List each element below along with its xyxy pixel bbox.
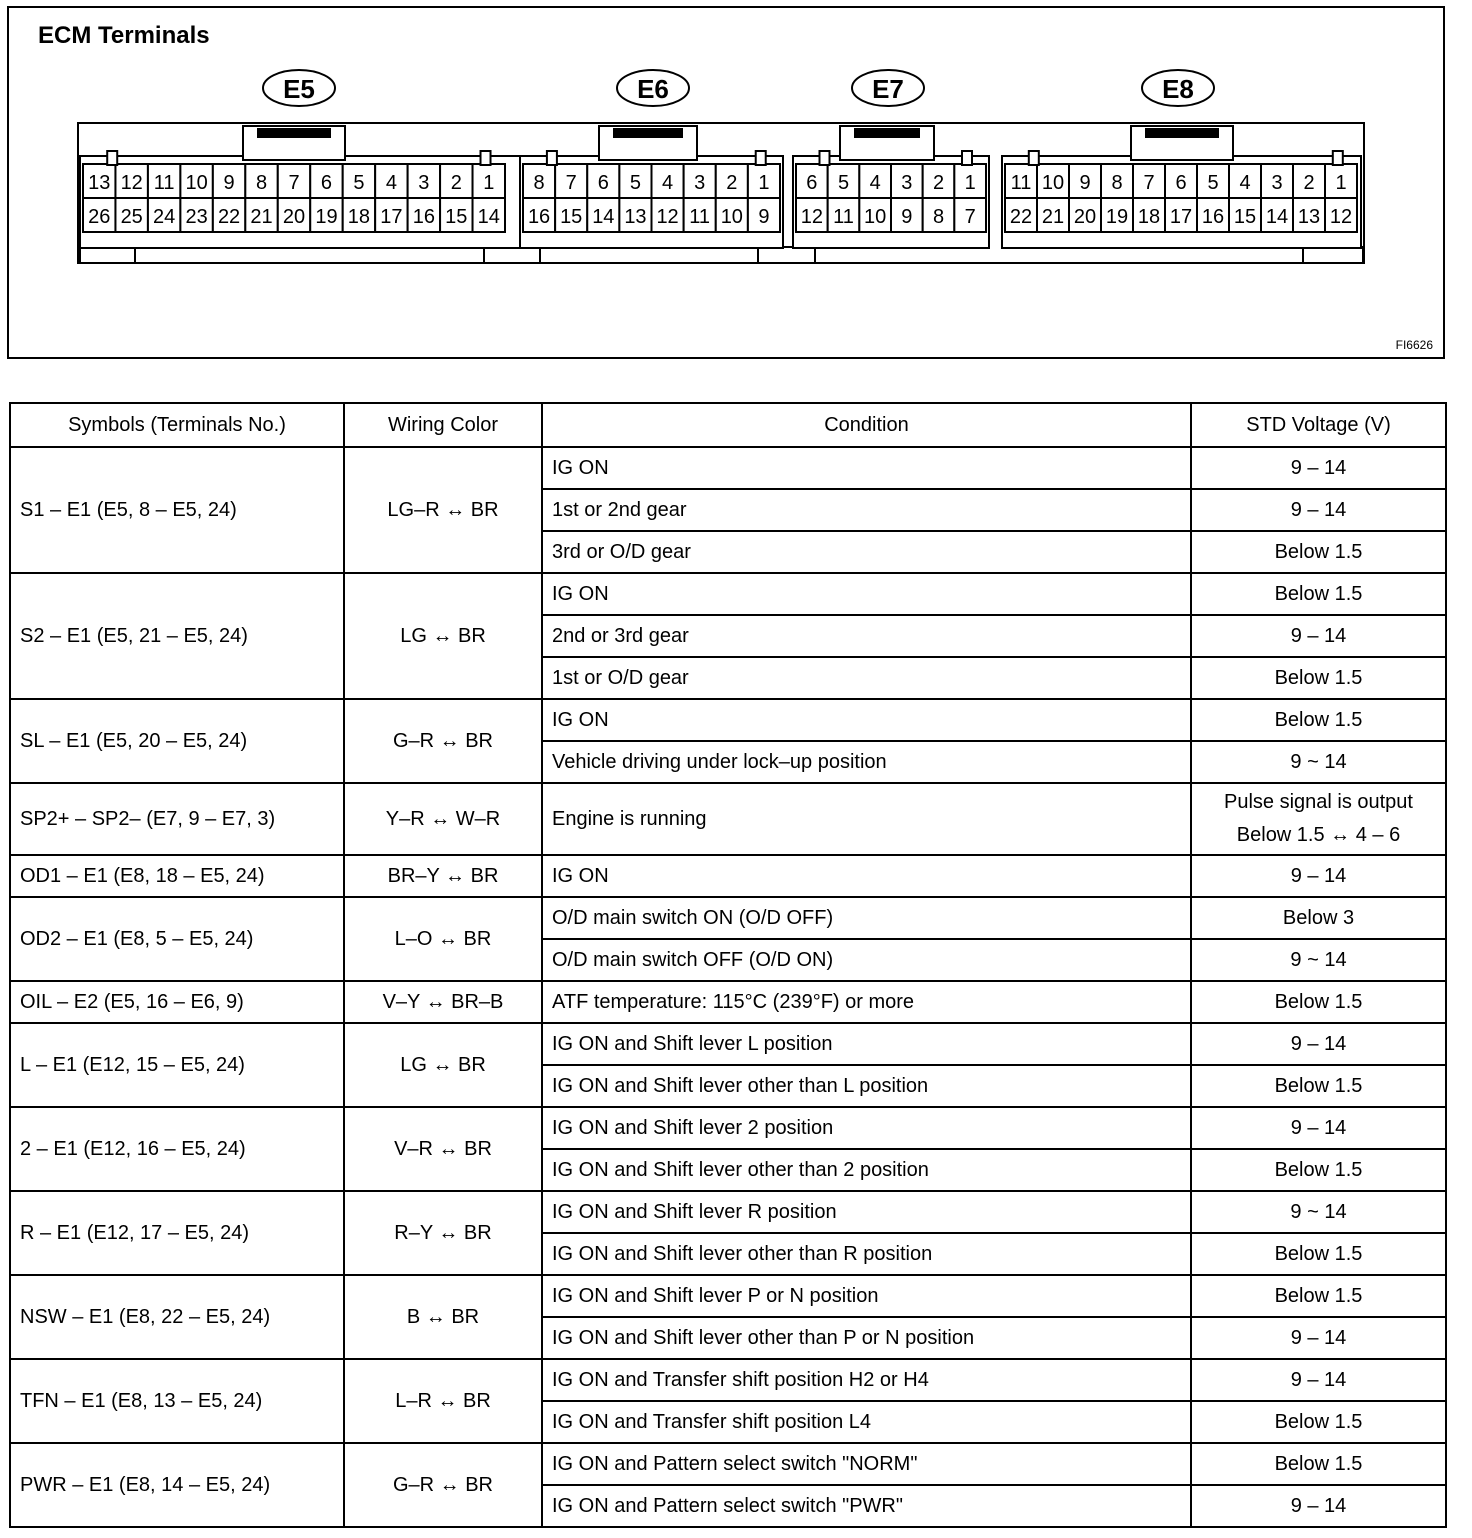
latch-slot [613, 128, 683, 138]
table-row [10, 1359, 1446, 1401]
pin-number: 7 [288, 172, 300, 194]
condition-cell: 3rd or O/D gear [542, 531, 1191, 573]
pin-number: 26 [88, 206, 111, 228]
table-row [10, 1275, 1446, 1317]
pin-number: 14 [592, 206, 615, 228]
header-condition: Condition [542, 403, 1191, 447]
key-notch [547, 151, 557, 165]
pin-number: 6 [1175, 172, 1187, 194]
voltage-cell: 9 – 14 [1191, 447, 1446, 489]
wiring-color-cell: LG–R ↔ BR [344, 447, 542, 573]
pin-number: 4 [1239, 172, 1251, 194]
voltage-cell: Below 1.5 [1191, 1065, 1446, 1107]
pin-number: 12 [120, 172, 143, 194]
pin-number: 15 [560, 206, 583, 228]
pin-number: 8 [533, 172, 545, 194]
table-row [10, 573, 1446, 615]
pin-number: 11 [833, 206, 854, 228]
voltage-cell: Below 3 [1191, 897, 1446, 939]
voltage-cell: Below 1.5 [1191, 699, 1446, 741]
condition-cell: IG ON [542, 447, 1191, 489]
condition-cell: O/D main switch OFF (O/D ON) [542, 939, 1191, 981]
symbol-cell: NSW – E1 (E8, 22 – E5, 24) [10, 1275, 344, 1359]
figure-id: FI6626 [1395, 338, 1433, 352]
pin-number: 16 [1201, 206, 1225, 228]
pin-number: 6 [806, 172, 818, 194]
symbol-cell: R – E1 (E12, 17 – E5, 24) [10, 1191, 344, 1275]
diagram-title: ECM Terminals [38, 22, 210, 49]
table-row [10, 1107, 1446, 1149]
pin-number: 3 [901, 172, 913, 194]
symbol-cell: S1 – E1 (E5, 8 – E5, 24) [10, 447, 344, 573]
pin-number: 2 [450, 172, 462, 194]
condition-cell: O/D main switch ON (O/D OFF) [542, 897, 1191, 939]
condition-cell: IG ON and Shift lever other than P or N position [542, 1317, 1191, 1359]
pin-number: 3 [1271, 172, 1283, 194]
pin-number: 12 [1329, 206, 1353, 228]
table-row [10, 447, 1446, 489]
pin-number: 18 [347, 206, 371, 228]
key-notch [962, 151, 972, 165]
table-row [10, 1443, 1446, 1485]
header-symbols: Symbols (Terminals No.) [10, 403, 344, 447]
mounting-foot [484, 247, 540, 263]
symbol-cell: TFN – E1 (E8, 13 – E5, 24) [10, 1359, 344, 1443]
connector-label: E8 [1162, 74, 1194, 104]
voltage-cell: Below 1.5 [1191, 573, 1446, 615]
pin-number: 2 [726, 172, 738, 194]
table-row [10, 855, 1446, 897]
condition-cell: IG ON [542, 699, 1191, 741]
pin-number: 5 [837, 172, 850, 194]
ecm-terminals-diagram [7, 6, 1445, 360]
voltage-cell: 9 ~ 14 [1191, 1191, 1446, 1233]
key-notch [1333, 151, 1343, 165]
symbol-cell: SP2+ – SP2– (E7, 9 – E7, 3) [10, 783, 344, 855]
symbol-cell: OD2 – E1 (E8, 5 – E5, 24) [10, 897, 344, 981]
pin-number: 17 [380, 206, 403, 228]
condition-cell: IG ON and Transfer shift position L4 [542, 1401, 1191, 1443]
pin-number: 9 [223, 172, 235, 194]
voltage-cell: 9 – 14 [1191, 1359, 1446, 1401]
key-notch [1029, 151, 1039, 165]
voltage-cell: 9 – 14 [1191, 855, 1446, 897]
pin-number: 2 [1303, 172, 1315, 194]
condition-cell: Vehicle driving under lock–up position [542, 741, 1191, 783]
key-notch [107, 151, 117, 165]
pin-number: 5 [353, 172, 365, 194]
voltage-cell: 9 ~ 14 [1191, 939, 1446, 981]
pin-number: 21 [250, 206, 273, 228]
pin-number: 25 [120, 206, 143, 228]
condition-cell: IG ON and Shift lever 2 position [542, 1107, 1191, 1149]
voltage-line: Pulse signal is output [1223, 791, 1413, 813]
mounting-foot [758, 247, 815, 263]
pin-number: 4 [662, 172, 674, 194]
symbol-cell: L – E1 (E12, 15 – E5, 24) [10, 1023, 344, 1107]
table-row [10, 783, 1446, 855]
pin-number: 3 [418, 172, 430, 194]
pin-number: 22 [217, 206, 241, 228]
pin-number: 13 [1297, 206, 1321, 228]
voltage-cell: 9 – 14 [1191, 1317, 1446, 1359]
pin-number: 19 [315, 206, 338, 228]
connector-label: E6 [637, 74, 669, 104]
pin-number: 11 [153, 172, 175, 194]
condition-cell: IG ON [542, 855, 1191, 897]
latch-slot [1145, 128, 1219, 138]
voltage-cell: Below 1.5 [1191, 531, 1446, 573]
terminal-table [9, 402, 1447, 1528]
pin-number: 19 [1105, 206, 1129, 228]
wiring-color-cell: R–Y ↔ BR [344, 1191, 542, 1275]
voltage-line: Below 1.5 ↔ 4 – 6 [1236, 824, 1401, 846]
pin-number: 9 [758, 206, 770, 228]
voltage-cell: Below 1.5 [1191, 1401, 1446, 1443]
wiring-color-cell: G–R ↔ BR [344, 699, 542, 783]
pin-number: 14 [1265, 206, 1289, 228]
symbol-cell: SL – E1 (E5, 20 – E5, 24) [10, 699, 344, 783]
voltage-cell: Below 1.5 [1191, 1149, 1446, 1191]
wiring-color-cell: V–R ↔ BR [344, 1107, 542, 1191]
pin-number: 8 [932, 206, 945, 228]
pin-number: 24 [153, 206, 176, 228]
condition-cell: 2nd or 3rd gear [542, 615, 1191, 657]
condition-cell: IG ON and Shift lever other than L position [542, 1065, 1191, 1107]
condition-cell: IG ON and Transfer shift position H2 or H4 [542, 1359, 1191, 1401]
connector-label: E7 [872, 74, 904, 104]
latch-slot [257, 128, 331, 138]
header-wiring-color: Wiring Color [344, 403, 542, 447]
wiring-color-cell: L–O ↔ BR [344, 897, 542, 981]
voltage-cell: 9 – 14 [1191, 1107, 1446, 1149]
condition-cell: Engine is running [542, 783, 1191, 855]
header-std-voltage: STD Voltage (V) [1191, 403, 1446, 447]
condition-cell: ATF temperature: 115°C (239°F) or more [542, 981, 1191, 1023]
pin-number: 12 [800, 206, 823, 228]
symbol-cell: S2 – E1 (E5, 21 – E5, 24) [10, 573, 344, 699]
pin-number: 18 [1137, 206, 1161, 228]
pin-number: 7 [1143, 172, 1155, 194]
voltage-cell: 9 – 14 [1191, 1023, 1446, 1065]
voltage-cell [1191, 783, 1446, 855]
pin-number: 4 [385, 172, 397, 194]
pin-number: 16 [412, 206, 435, 228]
pin-number: 10 [185, 172, 208, 194]
pin-number: 13 [88, 172, 111, 194]
pin-number: 14 [477, 206, 500, 228]
condition-cell: IG ON [542, 573, 1191, 615]
table-row [10, 981, 1446, 1023]
wiring-color-cell: G–R ↔ BR [344, 1443, 542, 1527]
condition-cell: IG ON and Shift lever other than R position [542, 1233, 1191, 1275]
condition-cell: IG ON and Pattern select switch "PWR" [542, 1485, 1191, 1527]
pin-number: 7 [964, 206, 976, 228]
wiring-color-cell: LG ↔ BR [344, 573, 542, 699]
symbol-cell: OD1 – E1 (E8, 18 – E5, 24) [10, 855, 344, 897]
voltage-cell: Below 1.5 [1191, 1443, 1446, 1485]
table-row [10, 1191, 1446, 1233]
wiring-color-cell: Y–R ↔ W–R [344, 783, 542, 855]
pin-number: 8 [1111, 172, 1123, 194]
pin-number: 20 [1073, 206, 1097, 228]
pin-number: 1 [758, 172, 770, 194]
condition-cell: IG ON and Shift lever P or N position [542, 1275, 1191, 1317]
pin-number: 3 [694, 172, 706, 194]
pin-number: 22 [1009, 206, 1033, 228]
pin-number: 11 [1010, 172, 1032, 194]
connector-label: E5 [283, 74, 315, 104]
voltage-cell: Below 1.5 [1191, 981, 1446, 1023]
pin-number: 1 [483, 172, 495, 194]
condition-cell: 1st or O/D gear [542, 657, 1191, 699]
voltage-cell: 9 – 14 [1191, 1485, 1446, 1527]
condition-cell: IG ON and Pattern select switch "NORM" [542, 1443, 1191, 1485]
voltage-cell: Below 1.5 [1191, 657, 1446, 699]
wiring-color-cell: BR–Y ↔ BR [344, 855, 542, 897]
pin-number: 2 [932, 172, 945, 194]
wiring-color-cell: LG ↔ BR [344, 1023, 542, 1107]
pin-number: 12 [656, 206, 679, 228]
voltage-cell: 9 – 14 [1191, 489, 1446, 531]
pin-number: 21 [1041, 206, 1065, 228]
pin-number: 9 [1079, 172, 1091, 194]
pin-number: 4 [869, 172, 881, 194]
pin-number: 16 [527, 206, 551, 228]
pin-number: 15 [1233, 206, 1257, 228]
pin-number: 13 [624, 206, 647, 228]
pin-number: 20 [282, 206, 306, 228]
key-notch [756, 151, 766, 165]
pin-number: 11 [689, 206, 711, 228]
mounting-foot [80, 247, 135, 263]
wiring-color-cell: L–R ↔ BR [344, 1359, 542, 1443]
voltage-cell: 9 ~ 14 [1191, 741, 1446, 783]
voltage-cell: Below 1.5 [1191, 1275, 1446, 1317]
pin-number: 8 [255, 172, 268, 194]
pin-number: 5 [1207, 172, 1219, 194]
key-notch [481, 151, 491, 165]
pin-number: 10 [1041, 172, 1065, 194]
pin-number: 7 [565, 172, 577, 194]
pin-number: 17 [1169, 206, 1193, 228]
pin-number: 1 [1335, 172, 1347, 194]
pin-number: 6 [597, 172, 609, 194]
voltage-cell: 9 – 14 [1191, 615, 1446, 657]
pin-number: 10 [864, 206, 887, 228]
key-notch [820, 151, 830, 165]
condition-cell: 1st or 2nd gear [542, 489, 1191, 531]
symbol-cell: OIL – E2 (E5, 16 – E6, 9) [10, 981, 344, 1023]
pin-number: 23 [185, 206, 208, 228]
voltage-cell: Below 1.5 [1191, 1233, 1446, 1275]
condition-cell: IG ON and Shift lever L position [542, 1023, 1191, 1065]
pin-number: 9 [901, 206, 913, 228]
mounting-foot [1303, 247, 1363, 263]
table-row [10, 1023, 1446, 1065]
pin-number: 1 [964, 172, 976, 194]
pin-number: 15 [445, 206, 468, 228]
wiring-color-cell: B ↔ BR [344, 1275, 542, 1359]
pin-number: 6 [320, 172, 333, 194]
symbol-cell: PWR – E1 (E8, 14 – E5, 24) [10, 1443, 344, 1527]
symbol-cell: 2 – E1 (E12, 16 – E5, 24) [10, 1107, 344, 1191]
condition-cell: IG ON and Shift lever other than 2 position [542, 1149, 1191, 1191]
table-row [10, 699, 1446, 741]
table-row [10, 897, 1446, 939]
condition-cell: IG ON and Shift lever R position [542, 1191, 1191, 1233]
wiring-color-cell: V–Y ↔ BR–B [344, 981, 542, 1023]
latch-slot [854, 128, 920, 138]
pin-number: 10 [720, 206, 743, 228]
pin-number: 5 [629, 172, 641, 194]
